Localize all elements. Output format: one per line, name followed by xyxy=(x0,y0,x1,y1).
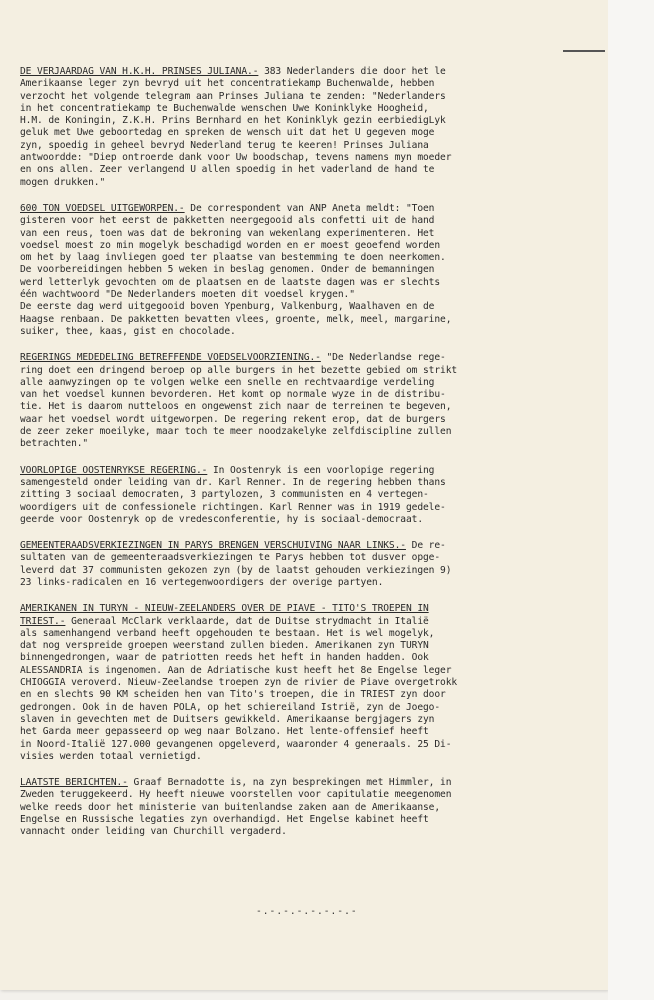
news-heading: GEMEENTERAADSVERKIEZINGEN IN PARYS BRENGEN VERSCHUIVING NAAR LINKS.- xyxy=(20,540,406,552)
top-typed-mark xyxy=(563,50,605,52)
news-item-italy-front xyxy=(20,603,608,763)
news-item-austrian-government xyxy=(20,465,608,526)
news-item-food-drop xyxy=(20,203,608,338)
news-heading: REGERINGS MEDEDELING BETREFFENDE VOEDSELVOORZIENING.- xyxy=(20,352,321,364)
news-item-government-notice xyxy=(20,352,608,450)
news-heading: 600 TON VOEDSEL UITGEWORPEN.- xyxy=(20,202,185,214)
news-body: De re- sultaten van de gemeenteraadsverkiezingen te Parys hebben tot dusver opge- leverd dat 37 communisten gekozen zyn (by de laatst gehouden verkiezingen 9) 23 links-radicalen en 16 vertegenwoordigers der overige partyen. xyxy=(20,540,452,588)
document-body xyxy=(20,66,608,853)
scan-margin xyxy=(608,0,654,1000)
news-body: Generaal McClark verklaarde, dat de Duitse strydmacht in Italië als samenhangend verband heeft opgehouden te bestaan. Het is wel mogelyk, dat nog verspreide groepen weerstand zullen bieden. Amerikanen zyn TURYN binnengedrongen, waar de patriotten reeds het heft in handen hadden. Ook ALESSANDRIA is ingenomen. Aan de Adriatische kust heeft het 8e Engelse leger CHIOGGIA veroverd. Nieuw-Zeelandse troepen zyn de rivier de Piave overgetrokk en en slechts 90 KM scheiden hen van Tito's troepen, die in TRIEST zyn door gedrongen. Ook in de haven POLA, op het schiereiland Istrië, zyn de Joego- slaven in gevechten met de Duitsers gewikkeld. Amerikaanse bergjagers zyn het Garda meer gepasseerd op weg naar Bolzano. Het lente-offensief heeft in Noord-Italië 127.000 gevangenen opgeleverd, waaronder 4 generaals. 25 Di- visies werden totaal vernietigd. xyxy=(20,615,458,762)
news-heading: LAATSTE BERICHTEN.- xyxy=(20,777,128,789)
footer-divider: -.-.-.-.-.-.-.- xyxy=(256,906,358,917)
news-heading: AMERIKANEN IN TURYN - NIEUW-ZEELANDERS OVER DE PIAVE - TITO'S TROEPEN IN TRIEST.- xyxy=(20,603,429,627)
news-body: In Oostenryk is een voorlopige regering samengesteld onder leiding van dr. Karl Renner. In de regering hebben thans zitting 3 sociaal democraten, 3 partylozen, 3 communisten en 4 vertegen- woordigers uit de confessionele richtingen. Karl Renner was in 1919 gedele- geerde voor Oostenryk op de vredesconferentie, hy is sociaal-democraat. xyxy=(20,464,446,525)
news-heading: DE VERJAARDAG VAN H.K.H. PRINSES JULIANA.- xyxy=(20,66,259,77)
news-item-latest-reports xyxy=(20,777,608,838)
news-heading: VOORLOPIGE OOSTENRYKSE REGERING.- xyxy=(20,464,208,476)
news-item-juliana-birthday xyxy=(20,66,608,189)
news-body: Graaf Bernadotte is, na zyn besprekingen met Himmler, in Zweden teruggekeerd. Hy heeft nieuwe voorstellen voor capitulatie meegenomen welke reeds door het ministerie van buitenlandse zaken aan de Amerikaanse, Engelse en Russische legaties zyn overhandigd. Het Engelse kabinet heeft vannacht onder leiding van Churchill vergaderd. xyxy=(20,777,452,838)
news-body: "De Nederlandse rege- ring doet een dringend beroep op alle burgers in het bezette gebied om strikt alle aanwyzingen op te volgen welke een snelle en rechtvaardige verdeling van het voedsel kunnen bevorderen. Het komt op normale wyze in de distribu- tie. Het is daarom nutteloos en ongewenst zich naar de terreinen te begeven, waar het voedsel wordt uitgeworpen. De regering rekent erop, dat de burgers de zeer zeker moeilyke, maar toch te meer noodzakelyke zelfdiscipline zullen betrachten." xyxy=(20,352,458,450)
news-item-paris-elections xyxy=(20,540,608,589)
news-body: 383 Nederlanders die door het le Amerikaanse leger zyn bevryd uit het concentratiekamp Buchenwalde, hebben verzocht het volgende telegram aan Prinses Juliana te zenden: "Nederlanders in het concentratiekamp te Buchenwalde wenschen Uwe Koninklyke Hoogheid, H.M. de Koningin, Z.K.H. Prins Bernhard en het Koninklyk gezin eerbiedigLyk geluk met Uwe geboortedag en spreken de wensch uit dat het U gegeven moge zyn, spoedig in geheel bevryd Nederland terug te keeren! Prinses Juliana antwoordde: "Diep ontroerde dank voor Uw boodschap, tevens namens myn moeder en ons allen. Zeer verlangend U allen spoedig in het vaderland de hand te mogen drukken." xyxy=(20,66,452,188)
news-body: De correspondent van ANP Aneta meldt: "Toen gisteren voor het eerst de pakketten neergegooid als confetti uit de hand van een reus, toen was dat de bekroning van wekenlang experimenteren. Het voedsel moest zo min mogelyk beschadigd worden en er moest geoefend worden om het by laag invliegen goed ter plaatse van bestemming te doen neerkomen. De voorbereidingen hebben 5 weken in beslag genomen. Onder de bemanningen werd letterlyk gevochten om de plaatsen en de laatste dagen was er slechts één wachtwoord "De Nederlanders moeten dit voedsel krygen." De eerste dag werd uitgegooid boven Ypenburg, Valkenburg, Waalhaven en de Haagse renbaan. De pakketten bevatten vlees, groente, melk, meel, margarine, suiker, thee, kaas, gist en chocolade. xyxy=(20,202,452,337)
